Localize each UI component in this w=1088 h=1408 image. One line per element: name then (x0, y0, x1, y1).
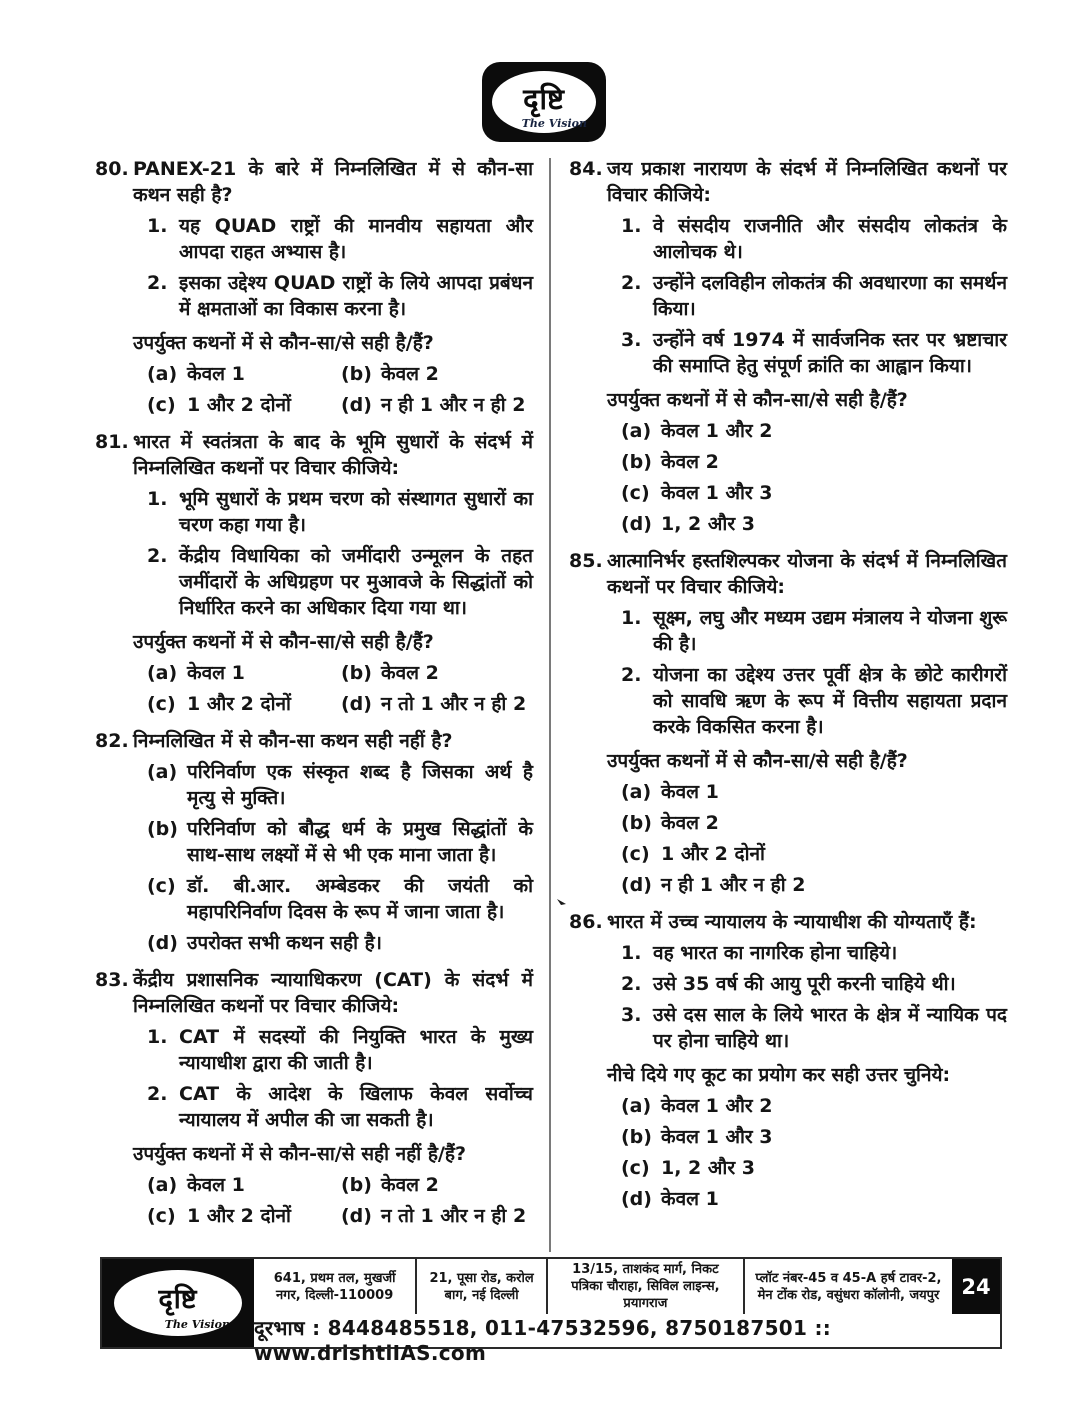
option-c (147, 392, 341, 418)
option-c (147, 873, 533, 925)
option-text: उपरोक्त सभी कथन सही है। (187, 932, 382, 954)
statement-number: 1. (621, 215, 642, 237)
option-text: 1 और 2 दोनों (187, 1205, 291, 1227)
statement-3 (607, 1002, 1007, 1054)
statement-2 (133, 1081, 533, 1133)
column-right (569, 156, 1007, 1240)
option-text: केवल 1 (661, 781, 719, 803)
option-text: केवल 1 और 2 (661, 1095, 773, 1117)
statement-text: CAT के आदेश के खिलाफ केवल सर्वोच्च न्यायालय में अपील की जा सकती है। (179, 1083, 533, 1131)
question-prompt: उपर्युक्त कथनों में से कौन-सा/से सही है/हैं? (607, 389, 908, 411)
options (133, 361, 533, 418)
statement-number: 2. (147, 1083, 168, 1105)
footer-logo-oval (114, 1270, 242, 1336)
option-label: (c) (147, 394, 176, 416)
option-label: (d) (621, 1188, 652, 1210)
statement-text: केंद्रीय विधायिका को जमींदारी उन्मूलन के तहत जमींदारों के अधिग्रहण पर मुआवजे के सिद्धांतों को निर्धारित करने का अधिकार दिया गया था। (179, 545, 533, 619)
statement-2 (607, 270, 1007, 322)
option-label: (d) (341, 693, 372, 715)
statement-number: 1. (147, 488, 168, 510)
option-label: (a) (147, 1174, 178, 1196)
option-d (147, 930, 533, 956)
cursor-artifact-icon (556, 894, 568, 906)
statement-number: 2. (621, 664, 642, 686)
statement-number: 1. (621, 607, 642, 629)
option-b (621, 810, 1007, 836)
option-label: (d) (341, 1205, 372, 1227)
option-text: केवल 1 (187, 662, 245, 684)
statement-1 (607, 213, 1007, 265)
option-d (621, 872, 1007, 898)
footer-address-jaipur: प्लॉट नंबर-45 व 45-A हर्ष टावर-2, मेन टोंक रोड, वसुंधरा कॉलोनी, जयपुर (743, 1259, 952, 1314)
option-text: केवल 1 (187, 1174, 245, 1196)
question-82 (95, 728, 533, 956)
option-label: (d) (621, 874, 652, 896)
option-text: केवल 2 (381, 662, 439, 684)
statement-2 (133, 270, 533, 322)
option-c (147, 691, 341, 717)
option-text: 1, 2 और 3 (661, 513, 755, 535)
question-number: 85. (569, 550, 603, 572)
statement-number: 3. (621, 1004, 642, 1026)
statement-text: सूक्ष्म, लघु और मध्यम उद्यम मंत्रालय ने योजना शुरू की है। (653, 607, 1007, 655)
option-d (621, 511, 1007, 537)
brand-logo (482, 62, 606, 142)
statement-number: 2. (621, 973, 642, 995)
option-label: (c) (147, 693, 176, 715)
footer-addresses (254, 1259, 1000, 1314)
question-number: 84. (569, 158, 603, 180)
question-number: 80. (95, 158, 129, 180)
option-label: (a) (147, 662, 178, 684)
option-b (621, 1124, 1007, 1150)
question-text: भारत में स्वतंत्रता के बाद के भूमि सुधारों के संदर्भ में निम्नलिखित कथनों पर विचार कीजिये: (133, 431, 533, 479)
question-number: 83. (95, 969, 129, 991)
statement-number: 2. (621, 272, 642, 294)
footer-main (254, 1259, 1000, 1365)
statement-2 (607, 662, 1007, 740)
option-b (341, 660, 533, 686)
brand-logo-oval (492, 71, 596, 133)
question-prompt: उपर्युक्त कथनों में से कौन-सा/से सही है/हैं? (133, 332, 434, 354)
statement-text: वह भारत का नागरिक होना चाहिये। (653, 942, 898, 964)
statement-1 (133, 213, 533, 265)
option-a (147, 759, 533, 811)
options (607, 1093, 1007, 1212)
statement-number: 1. (147, 215, 168, 237)
question-text: जय प्रकाश नारायण के संदर्भ में निम्नलिखित कथनों पर विचार कीजिये: (607, 158, 1007, 206)
option-a (621, 779, 1007, 805)
question-86 (569, 909, 1007, 1212)
question-85 (569, 548, 1007, 898)
option-label: (a) (147, 363, 178, 385)
option-label: (c) (621, 482, 650, 504)
option-label: (a) (621, 781, 652, 803)
option-d (341, 691, 533, 717)
option-a (147, 660, 341, 686)
option-text: केवल 1 और 3 (661, 1126, 773, 1148)
statement-number: 2. (147, 545, 168, 567)
statement-text: उन्होंने दलविहीन लोकतंत्र की अवधारणा का समर्थन किया। (653, 272, 1007, 320)
column-left (95, 156, 533, 1240)
statement-number: 1. (621, 942, 642, 964)
question-number: 81. (95, 431, 129, 453)
statement-text: CAT में सदस्यों की नियुक्ति भारत के मुख्य न्यायाधीश द्वारा की जाती है। (179, 1026, 533, 1074)
option-text: केवल 2 (381, 363, 439, 385)
option-d (341, 392, 533, 418)
option-b (341, 361, 533, 387)
option-text: न तो 1 और न ही 2 (381, 693, 527, 715)
footer-logo-text: दृष्टि (158, 1284, 198, 1315)
option-c (621, 841, 1007, 867)
option-c (621, 480, 1007, 506)
brand-logo-tagline: The Vision (521, 117, 587, 130)
question-text: भारत में उच्च न्यायालय के न्यायाधीश की योग्यताएँ हैं: (607, 911, 977, 933)
option-text: 1 और 2 दोनों (187, 394, 291, 416)
statement-1 (607, 940, 1007, 966)
brand-logo-text: दृष्टि (523, 82, 565, 116)
statement-2 (133, 543, 533, 621)
option-text: 1, 2 और 3 (661, 1157, 755, 1179)
footer-address-prayagraj: 13/15, ताशकंद मार्ग, निकट पत्रिका चौराहा, सिविल लाइन्स, प्रयागराज (546, 1259, 743, 1314)
option-label: (c) (147, 875, 176, 897)
option-text: केवल 1 (661, 1188, 719, 1210)
option-label: (b) (147, 818, 178, 840)
option-a (147, 1172, 341, 1198)
option-label: (a) (147, 761, 178, 783)
question-number: 86. (569, 911, 603, 933)
column-divider (549, 158, 551, 1252)
option-label: (a) (621, 420, 652, 442)
option-b (621, 449, 1007, 475)
option-label: (b) (621, 812, 652, 834)
question-83 (95, 967, 533, 1229)
options (133, 759, 533, 956)
question-text: PANEX-21 के बारे में निम्नलिखित में से कौन-सा कथन सही है? (133, 158, 533, 206)
option-a (147, 361, 341, 387)
option-text: डॉ. बी.आर. अम्बेडकर की जयंती को महापरिनिर्वाण दिवस के रूप में जाना जाता है। (187, 875, 533, 923)
statement-1 (607, 605, 1007, 657)
option-text: केवल 2 (661, 451, 719, 473)
option-label: (b) (621, 1126, 652, 1148)
question-84 (569, 156, 1007, 537)
statement-2 (607, 971, 1007, 997)
option-text: न ही 1 और न ही 2 (661, 874, 806, 896)
page-number-badge: 24 (952, 1259, 1000, 1314)
option-label: (b) (341, 363, 372, 385)
option-c (621, 1155, 1007, 1181)
option-a (621, 418, 1007, 444)
question-prompt: उपर्युक्त कथनों में से कौन-सा/से सही है/हैं? (133, 631, 434, 653)
statement-1 (133, 1024, 533, 1076)
option-a (621, 1093, 1007, 1119)
option-text: परिनिर्वाण एक संस्कृत शब्द है जिसका अर्थ है मृत्यु से मुक्ति। (187, 761, 533, 809)
question-columns (95, 156, 1007, 1240)
question-prompt: उपर्युक्त कथनों में से कौन-सा/से सही नहीं है/हैं? (133, 1143, 466, 1165)
option-label: (d) (341, 394, 372, 416)
option-label: (b) (341, 662, 372, 684)
option-label: (d) (147, 932, 178, 954)
question-text: निम्नलिखित में से कौन-सा कथन सही नहीं है? (133, 730, 453, 752)
option-text: केवल 2 (661, 812, 719, 834)
options (607, 779, 1007, 898)
statement-3 (607, 327, 1007, 379)
option-label: (c) (621, 1157, 650, 1179)
option-text: केवल 2 (381, 1174, 439, 1196)
option-b (341, 1172, 533, 1198)
footer-address-karol-bagh: 21, पूसा रोड, करोल बाग, नई दिल्ली (415, 1259, 546, 1314)
option-text: केवल 1 (187, 363, 245, 385)
statement-text: भूमि सुधारों के प्रथम चरण को संस्थागत सुधारों का चरण कहा गया है। (179, 488, 533, 536)
question-80 (95, 156, 533, 418)
footer-logo-tagline: The Vision (164, 1318, 230, 1331)
statement-number: 1. (147, 1026, 168, 1048)
question-text: आत्मानिर्भर हस्तशिल्पकर योजना के संदर्भ में निम्नलिखित कथनों पर विचार कीजिये: (607, 550, 1007, 598)
option-label: (c) (147, 1205, 176, 1227)
question-prompt: उपर्युक्त कथनों में से कौन-सा/से सही है/हैं? (607, 750, 908, 772)
statement-text: इसका उद्देश्य QUAD राष्ट्रों के लिये आपदा प्रबंधन में क्षमताओं का विकास करना है। (179, 272, 533, 320)
option-c (147, 1203, 341, 1229)
question-number: 82. (95, 730, 129, 752)
footer-phone-line: दूरभाष : 8448485518, 011-47532596, 8750187501 :: www.drishtiIAS.com (254, 1316, 832, 1365)
options (133, 1172, 533, 1229)
option-label: (b) (341, 1174, 372, 1196)
option-label: (c) (621, 843, 650, 865)
statement-text: उसे दस साल के लिये भारत के क्षेत्र में न्यायिक पद पर होना चाहिये था। (653, 1004, 1007, 1052)
option-text: न तो 1 और न ही 2 (381, 1205, 527, 1227)
option-text: 1 और 2 दोनों (661, 843, 765, 865)
footer-logo (102, 1259, 254, 1347)
footer (100, 1257, 1002, 1365)
option-text: 1 और 2 दोनों (187, 693, 291, 715)
option-label: (d) (621, 513, 652, 535)
question-prompt: नीचे दिये गए कूट का प्रयोग कर सही उत्तर चुनिये: (607, 1064, 951, 1086)
option-text: परिनिर्वाण को बौद्ध धर्म के प्रमुख सिद्धांतों के साथ-साथ लक्ष्यों में से भी एक माना जाता है। (187, 818, 533, 866)
statement-text: उन्होंने वर्ष 1974 में सार्वजनिक स्तर पर भ्रष्टाचार की समाप्ति हेतु संपूर्ण क्रांति का आह्वान किया। (653, 329, 1007, 377)
option-label: (a) (621, 1095, 652, 1117)
option-b (147, 816, 533, 868)
statement-1 (133, 486, 533, 538)
options (133, 660, 533, 717)
footer-address-delhi-mukherjee-nagar: 641, प्रथम तल, मुखर्जी नगर, दिल्ली-110009 (273, 1270, 396, 1303)
option-text: केवल 1 और 2 (661, 420, 773, 442)
statement-text: यह QUAD राष्ट्रों की मानवीय सहायता और आपदा राहत अभ्यास है। (179, 215, 533, 263)
statement-number: 3. (621, 329, 642, 351)
option-text: न ही 1 और न ही 2 (381, 394, 526, 416)
statement-text: उसे 35 वर्ष की आयु पूरी करनी चाहिये थी। (653, 973, 956, 995)
option-text: केवल 1 और 3 (661, 482, 773, 504)
option-d (621, 1186, 1007, 1212)
question-text: केंद्रीय प्रशासनिक न्यायाधिकरण (CAT) के संदर्भ में निम्नलिखित कथनों पर विचार कीजिये: (133, 969, 533, 1017)
options (607, 418, 1007, 537)
question-81 (95, 429, 533, 717)
option-d (341, 1203, 533, 1229)
statement-text: वे संसदीय राजनीति और संसदीय लोकतंत्र के आलोचक थे। (653, 215, 1007, 263)
statement-number: 2. (147, 272, 168, 294)
option-label: (b) (621, 451, 652, 473)
statement-text: योजना का उद्देश्य उत्तर पूर्वी क्षेत्र के छोटे कारीगरों को सावधि ऋण के रूप में वित्तीय सहायता प्रदान करके विकसित करना है। (653, 664, 1007, 738)
